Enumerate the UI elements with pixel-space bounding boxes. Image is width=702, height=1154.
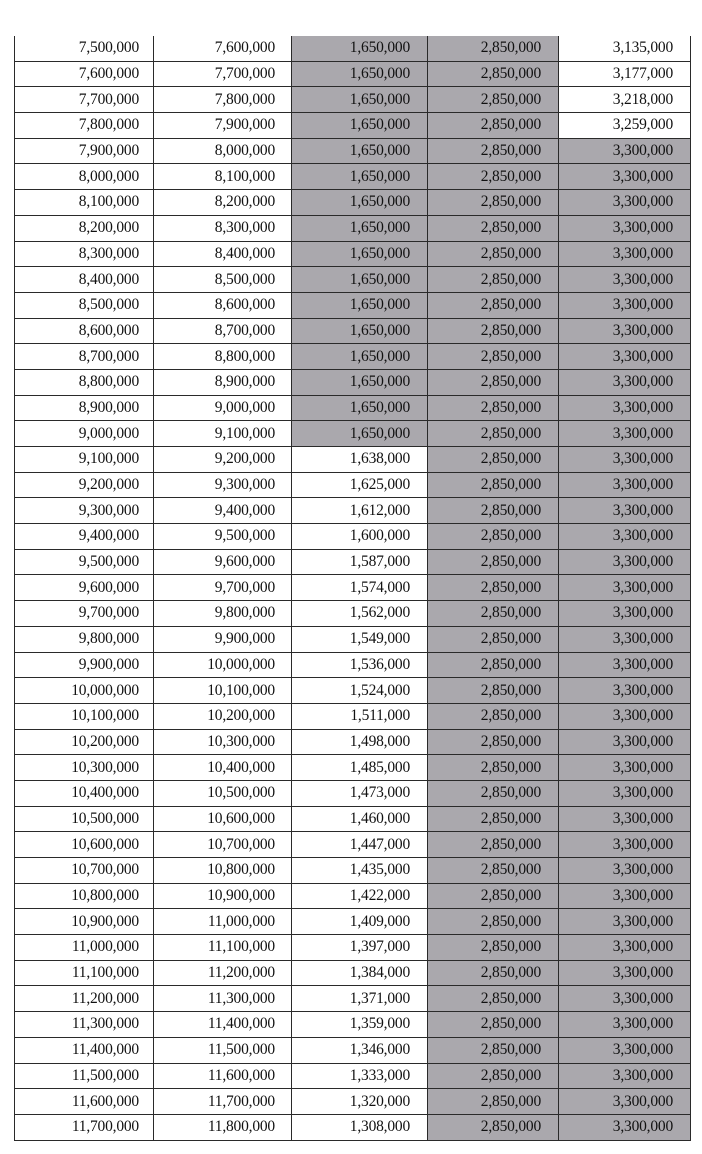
data-table xyxy=(14,36,691,1141)
table-cell-max: 7,900,000 xyxy=(154,113,292,139)
table-cell-col5: 3,300,000 xyxy=(559,626,691,652)
table-cell-col3: 1,511,000 xyxy=(292,703,428,729)
table-cell-col3: 1,359,000 xyxy=(292,1012,428,1038)
table-cell-col4: 2,850,000 xyxy=(428,395,559,421)
table-cell-max: 11,200,000 xyxy=(154,960,292,986)
table-row xyxy=(15,113,691,139)
table-cell-min: 7,700,000 xyxy=(15,87,154,113)
table-cell-col5: 3,300,000 xyxy=(559,138,691,164)
table-row xyxy=(15,215,691,241)
table-cell-col4: 2,850,000 xyxy=(428,447,559,473)
table-cell-max: 9,500,000 xyxy=(154,524,292,550)
table-cell-col5: 3,300,000 xyxy=(559,524,691,550)
table-cell-col5: 3,300,000 xyxy=(559,1114,691,1140)
table-cell-max: 9,600,000 xyxy=(154,549,292,575)
table-cell-col4: 2,850,000 xyxy=(428,164,559,190)
table-cell-col4: 2,850,000 xyxy=(428,138,559,164)
table-cell-col5: 3,300,000 xyxy=(559,1012,691,1038)
table-cell-min: 9,900,000 xyxy=(15,652,154,678)
table-row xyxy=(15,36,691,61)
table-cell-col3: 1,650,000 xyxy=(292,36,428,61)
table-cell-col4: 2,850,000 xyxy=(428,87,559,113)
table-cell-min: 8,500,000 xyxy=(15,292,154,318)
table-cell-col4: 2,850,000 xyxy=(428,1012,559,1038)
table-cell-min: 9,800,000 xyxy=(15,626,154,652)
table-cell-col4: 2,850,000 xyxy=(428,421,559,447)
table-cell-min: 11,000,000 xyxy=(15,935,154,961)
table-row xyxy=(15,729,691,755)
table-cell-col4: 2,850,000 xyxy=(428,344,559,370)
table-row xyxy=(15,524,691,550)
table-cell-col3: 1,650,000 xyxy=(292,395,428,421)
table-cell-min: 11,200,000 xyxy=(15,986,154,1012)
table-cell-col4: 2,850,000 xyxy=(428,190,559,216)
table-cell-max: 11,300,000 xyxy=(154,986,292,1012)
table-cell-min: 10,700,000 xyxy=(15,858,154,884)
table-row xyxy=(15,447,691,473)
table-cell-min: 9,700,000 xyxy=(15,601,154,627)
table-cell-min: 7,800,000 xyxy=(15,113,154,139)
table-cell-min: 10,800,000 xyxy=(15,883,154,909)
table-cell-col4: 2,850,000 xyxy=(428,267,559,293)
table-cell-col5: 3,300,000 xyxy=(559,447,691,473)
table-cell-col4: 2,850,000 xyxy=(428,729,559,755)
table-cell-max: 9,100,000 xyxy=(154,421,292,447)
table-cell-max: 8,100,000 xyxy=(154,164,292,190)
table-cell-max: 10,500,000 xyxy=(154,780,292,806)
table-cell-col3: 1,600,000 xyxy=(292,524,428,550)
table-row xyxy=(15,1037,691,1063)
table-cell-col3: 1,536,000 xyxy=(292,652,428,678)
table-cell-col4: 2,850,000 xyxy=(428,575,559,601)
table-cell-max: 7,800,000 xyxy=(154,87,292,113)
table-cell-min: 10,200,000 xyxy=(15,729,154,755)
table-cell-col3: 1,612,000 xyxy=(292,498,428,524)
table-cell-min: 9,300,000 xyxy=(15,498,154,524)
table-cell-col3: 1,625,000 xyxy=(292,472,428,498)
table-cell-max: 11,100,000 xyxy=(154,935,292,961)
table-row xyxy=(15,318,691,344)
table-cell-col3: 1,562,000 xyxy=(292,601,428,627)
table-cell-min: 9,500,000 xyxy=(15,549,154,575)
table-cell-max: 11,400,000 xyxy=(154,1012,292,1038)
table-cell-min: 10,300,000 xyxy=(15,755,154,781)
table-cell-col4: 2,850,000 xyxy=(428,292,559,318)
table-cell-col3: 1,587,000 xyxy=(292,549,428,575)
table-cell-col5: 3,300,000 xyxy=(559,1063,691,1089)
table-cell-col5: 3,300,000 xyxy=(559,421,691,447)
table-row xyxy=(15,652,691,678)
table-cell-max: 8,500,000 xyxy=(154,267,292,293)
table-cell-col3: 1,333,000 xyxy=(292,1063,428,1089)
table-cell-col5: 3,300,000 xyxy=(559,935,691,961)
table-row xyxy=(15,575,691,601)
table-row xyxy=(15,61,691,87)
table-cell-col4: 2,850,000 xyxy=(428,652,559,678)
table-cell-col3: 1,650,000 xyxy=(292,241,428,267)
table-row xyxy=(15,935,691,961)
table-cell-col3: 1,549,000 xyxy=(292,626,428,652)
table-cell-col4: 2,850,000 xyxy=(428,369,559,395)
table-cell-max: 8,800,000 xyxy=(154,344,292,370)
table-row xyxy=(15,395,691,421)
table-row xyxy=(15,498,691,524)
table-cell-min: 10,600,000 xyxy=(15,832,154,858)
table-cell-col3: 1,447,000 xyxy=(292,832,428,858)
table-cell-min: 11,300,000 xyxy=(15,1012,154,1038)
table-cell-col5: 3,300,000 xyxy=(559,549,691,575)
table-cell-col5: 3,300,000 xyxy=(559,1089,691,1115)
table-cell-col5: 3,300,000 xyxy=(559,318,691,344)
table-cell-max: 11,500,000 xyxy=(154,1037,292,1063)
table-cell-max: 10,800,000 xyxy=(154,858,292,884)
table-cell-col5: 3,300,000 xyxy=(559,780,691,806)
table-cell-max: 10,200,000 xyxy=(154,703,292,729)
table-cell-col3: 1,308,000 xyxy=(292,1114,428,1140)
table-cell-col3: 1,650,000 xyxy=(292,113,428,139)
table-cell-col5: 3,300,000 xyxy=(559,909,691,935)
table-cell-col5: 3,135,000 xyxy=(559,36,691,61)
table-cell-max: 10,400,000 xyxy=(154,755,292,781)
table-row xyxy=(15,1012,691,1038)
table-cell-col3: 1,650,000 xyxy=(292,292,428,318)
table-cell-col3: 1,435,000 xyxy=(292,858,428,884)
table-cell-col3: 1,320,000 xyxy=(292,1089,428,1115)
table-cell-col5: 3,300,000 xyxy=(559,369,691,395)
table-cell-col5: 3,300,000 xyxy=(559,858,691,884)
table-cell-col3: 1,346,000 xyxy=(292,1037,428,1063)
table-cell-max: 10,600,000 xyxy=(154,806,292,832)
table-cell-col4: 2,850,000 xyxy=(428,215,559,241)
table-cell-col4: 2,850,000 xyxy=(428,524,559,550)
table-cell-max: 9,400,000 xyxy=(154,498,292,524)
table-cell-col4: 2,850,000 xyxy=(428,755,559,781)
table-cell-col5: 3,300,000 xyxy=(559,190,691,216)
table-cell-col3: 1,650,000 xyxy=(292,61,428,87)
table-cell-col5: 3,177,000 xyxy=(559,61,691,87)
table-cell-col5: 3,300,000 xyxy=(559,832,691,858)
table-cell-min: 9,600,000 xyxy=(15,575,154,601)
table-cell-col3: 1,650,000 xyxy=(292,190,428,216)
table-cell-max: 10,900,000 xyxy=(154,883,292,909)
table-row xyxy=(15,960,691,986)
table-cell-min: 8,900,000 xyxy=(15,395,154,421)
table-cell-max: 9,800,000 xyxy=(154,601,292,627)
table-cell-max: 9,900,000 xyxy=(154,626,292,652)
table-cell-col4: 2,850,000 xyxy=(428,1114,559,1140)
table-row xyxy=(15,292,691,318)
table-cell-max: 11,000,000 xyxy=(154,909,292,935)
table-cell-max: 11,700,000 xyxy=(154,1089,292,1115)
table-cell-col3: 1,650,000 xyxy=(292,369,428,395)
table-cell-col3: 1,650,000 xyxy=(292,87,428,113)
table-row xyxy=(15,369,691,395)
table-cell-max: 10,300,000 xyxy=(154,729,292,755)
table-cell-min: 8,300,000 xyxy=(15,241,154,267)
table-cell-col4: 2,850,000 xyxy=(428,61,559,87)
table-cell-col5: 3,300,000 xyxy=(559,498,691,524)
table-cell-max: 8,600,000 xyxy=(154,292,292,318)
table-cell-max: 9,700,000 xyxy=(154,575,292,601)
table-cell-col4: 2,850,000 xyxy=(428,241,559,267)
table-row xyxy=(15,909,691,935)
table-row xyxy=(15,421,691,447)
table-row xyxy=(15,344,691,370)
table-row xyxy=(15,267,691,293)
table-cell-min: 8,600,000 xyxy=(15,318,154,344)
table-cell-min: 10,000,000 xyxy=(15,678,154,704)
table-cell-col5: 3,300,000 xyxy=(559,986,691,1012)
table-cell-col5: 3,300,000 xyxy=(559,344,691,370)
table-cell-col4: 2,850,000 xyxy=(428,806,559,832)
table-cell-max: 11,800,000 xyxy=(154,1114,292,1140)
table-cell-col3: 1,384,000 xyxy=(292,960,428,986)
table-cell-min: 8,800,000 xyxy=(15,369,154,395)
table-cell-col4: 2,850,000 xyxy=(428,498,559,524)
table-row xyxy=(15,806,691,832)
table-cell-col3: 1,650,000 xyxy=(292,421,428,447)
table-row xyxy=(15,626,691,652)
table-cell-col5: 3,300,000 xyxy=(559,292,691,318)
table-cell-min: 10,400,000 xyxy=(15,780,154,806)
table-cell-min: 11,100,000 xyxy=(15,960,154,986)
table-row xyxy=(15,858,691,884)
table-cell-col5: 3,300,000 xyxy=(559,267,691,293)
table-cell-col5: 3,300,000 xyxy=(559,395,691,421)
table-cell-col5: 3,300,000 xyxy=(559,215,691,241)
table-cell-col4: 2,850,000 xyxy=(428,858,559,884)
table-row xyxy=(15,164,691,190)
table-cell-min: 10,900,000 xyxy=(15,909,154,935)
table-cell-max: 9,300,000 xyxy=(154,472,292,498)
table-row xyxy=(15,780,691,806)
table-cell-max: 11,600,000 xyxy=(154,1063,292,1089)
table-cell-max: 10,700,000 xyxy=(154,832,292,858)
table-cell-col5: 3,300,000 xyxy=(559,703,691,729)
table-cell-col4: 2,850,000 xyxy=(428,601,559,627)
table-cell-min: 8,200,000 xyxy=(15,215,154,241)
table-cell-col4: 2,850,000 xyxy=(428,549,559,575)
table-cell-max: 7,700,000 xyxy=(154,61,292,87)
table-cell-min: 7,600,000 xyxy=(15,61,154,87)
table-cell-max: 8,400,000 xyxy=(154,241,292,267)
table-row xyxy=(15,190,691,216)
table-row xyxy=(15,87,691,113)
table-cell-col3: 1,485,000 xyxy=(292,755,428,781)
table-cell-min: 11,500,000 xyxy=(15,1063,154,1089)
table-cell-max: 10,000,000 xyxy=(154,652,292,678)
table-cell-min: 8,100,000 xyxy=(15,190,154,216)
table-cell-col5: 3,300,000 xyxy=(559,729,691,755)
table-row xyxy=(15,755,691,781)
table-cell-col4: 2,850,000 xyxy=(428,626,559,652)
table-row xyxy=(15,986,691,1012)
table-cell-col4: 2,850,000 xyxy=(428,960,559,986)
table-cell-min: 9,100,000 xyxy=(15,447,154,473)
table-cell-col4: 2,850,000 xyxy=(428,318,559,344)
table-row xyxy=(15,703,691,729)
table-cell-col3: 1,460,000 xyxy=(292,806,428,832)
table-cell-col5: 3,218,000 xyxy=(559,87,691,113)
table-row xyxy=(15,472,691,498)
table-cell-col4: 2,850,000 xyxy=(428,1089,559,1115)
table-cell-min: 8,700,000 xyxy=(15,344,154,370)
table-cell-col3: 1,650,000 xyxy=(292,318,428,344)
table-cell-col4: 2,850,000 xyxy=(428,36,559,61)
table-cell-max: 8,200,000 xyxy=(154,190,292,216)
table-cell-col5: 3,300,000 xyxy=(559,678,691,704)
table-cell-min: 7,900,000 xyxy=(15,138,154,164)
table-row xyxy=(15,549,691,575)
table-cell-max: 8,300,000 xyxy=(154,215,292,241)
table-cell-col4: 2,850,000 xyxy=(428,703,559,729)
table-cell-min: 11,400,000 xyxy=(15,1037,154,1063)
table-cell-min: 9,400,000 xyxy=(15,524,154,550)
table-cell-col4: 2,850,000 xyxy=(428,1037,559,1063)
table-cell-max: 8,000,000 xyxy=(154,138,292,164)
table-row xyxy=(15,1063,691,1089)
table-row xyxy=(15,241,691,267)
table-row xyxy=(15,1089,691,1115)
table-cell-col5: 3,300,000 xyxy=(559,241,691,267)
table-cell-col3: 1,371,000 xyxy=(292,986,428,1012)
table-row xyxy=(15,678,691,704)
table-cell-col3: 1,473,000 xyxy=(292,780,428,806)
table-cell-col3: 1,650,000 xyxy=(292,138,428,164)
table-cell-min: 10,100,000 xyxy=(15,703,154,729)
table-cell-max: 8,700,000 xyxy=(154,318,292,344)
table-cell-col5: 3,300,000 xyxy=(559,960,691,986)
table-cell-col4: 2,850,000 xyxy=(428,909,559,935)
table-cell-min: 8,000,000 xyxy=(15,164,154,190)
table-body xyxy=(15,36,691,1140)
table-cell-col4: 2,850,000 xyxy=(428,780,559,806)
table-row xyxy=(15,601,691,627)
table-row xyxy=(15,883,691,909)
table-cell-col3: 1,650,000 xyxy=(292,344,428,370)
table-cell-col3: 1,650,000 xyxy=(292,267,428,293)
table-cell-col3: 1,498,000 xyxy=(292,729,428,755)
table-cell-col5: 3,300,000 xyxy=(559,575,691,601)
table-cell-col5: 3,300,000 xyxy=(559,1037,691,1063)
table-cell-col3: 1,422,000 xyxy=(292,883,428,909)
table-cell-col5: 3,300,000 xyxy=(559,806,691,832)
table-cell-min: 7,500,000 xyxy=(15,36,154,61)
table-cell-col4: 2,850,000 xyxy=(428,883,559,909)
table-cell-col3: 1,638,000 xyxy=(292,447,428,473)
table-cell-min: 8,400,000 xyxy=(15,267,154,293)
table-cell-max: 7,600,000 xyxy=(154,36,292,61)
table-cell-min: 9,200,000 xyxy=(15,472,154,498)
table-cell-col5: 3,300,000 xyxy=(559,883,691,909)
table-cell-max: 9,200,000 xyxy=(154,447,292,473)
table-cell-col5: 3,300,000 xyxy=(559,601,691,627)
table-cell-col5: 3,300,000 xyxy=(559,652,691,678)
table-cell-min: 9,000,000 xyxy=(15,421,154,447)
table-cell-max: 9,000,000 xyxy=(154,395,292,421)
table-cell-col4: 2,850,000 xyxy=(428,113,559,139)
table-row xyxy=(15,1114,691,1140)
table-cell-col3: 1,650,000 xyxy=(292,164,428,190)
table-row xyxy=(15,832,691,858)
table-cell-max: 10,100,000 xyxy=(154,678,292,704)
table-row xyxy=(15,138,691,164)
table-cell-col5: 3,300,000 xyxy=(559,164,691,190)
table-cell-col5: 3,300,000 xyxy=(559,472,691,498)
table-cell-col4: 2,850,000 xyxy=(428,986,559,1012)
table-cell-col3: 1,397,000 xyxy=(292,935,428,961)
table-cell-col3: 1,650,000 xyxy=(292,215,428,241)
table-cell-col3: 1,574,000 xyxy=(292,575,428,601)
table-cell-col4: 2,850,000 xyxy=(428,832,559,858)
table-cell-col4: 2,850,000 xyxy=(428,678,559,704)
table-cell-min: 10,500,000 xyxy=(15,806,154,832)
table-cell-min: 11,700,000 xyxy=(15,1114,154,1140)
table-cell-min: 11,600,000 xyxy=(15,1089,154,1115)
table-cell-col5: 3,259,000 xyxy=(559,113,691,139)
table-cell-col4: 2,850,000 xyxy=(428,1063,559,1089)
table-cell-col4: 2,850,000 xyxy=(428,935,559,961)
table-cell-col5: 3,300,000 xyxy=(559,755,691,781)
table-cell-max: 8,900,000 xyxy=(154,369,292,395)
table-cell-col4: 2,850,000 xyxy=(428,472,559,498)
table-cell-col3: 1,524,000 xyxy=(292,678,428,704)
table-cell-col3: 1,409,000 xyxy=(292,909,428,935)
